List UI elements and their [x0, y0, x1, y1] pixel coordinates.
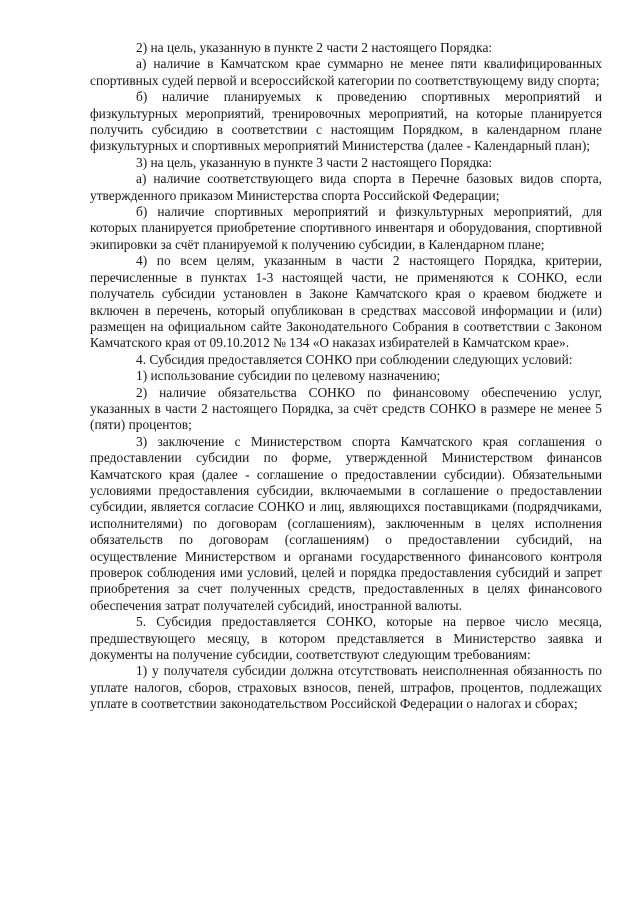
paragraph-section-4: 4. Субсидия предоставляется СОНКО при соблюдении следующих условий:: [136, 351, 573, 367]
paragraph-criteria-2b: б) наличие планируемых к проведению спортивных мероприятий и физкультурных мероприятий, тренировочных мероприятий, на которые планируется получить субсидию в соответствии с настоящим Порядком, в календарном плане физкультурных и спортивных мероприятий Министерства (далее - Календарный план);: [90, 89, 602, 154]
paragraph-requirement-1: 1) у получателя субсидии должна отсутствовать неисполненная обязанность по уплате налогов, сборов, страховых взносов, пеней, штрафов, процентов, подлежащих уплате в соответствии законодательством Российской Федерации о налогах и сборах;: [90, 663, 602, 712]
paragraph-condition-2: 2) наличие обязательства СОНКО по финансовому обеспечению услуг, указанных в части 2 настоящего Порядка, за счёт средств СОНКО в размере не менее 5 (пяти) процентов;: [90, 384, 602, 433]
paragraph-criteria-3b: б) наличие спортивных мероприятий и физкультурных мероприятий, для которых планируется приобретение спортивного инвентаря и оборудования, спортивной экипировки за счёт планируемой к получению субсидии, в Календарном плане;: [90, 204, 602, 252]
paragraph-criteria-point-4: 4) по всем целям, указанным в части 2 настоящего Порядка, критерии, перечисленные в пунктах 1-3 настоящей части, не применяются к СОНКО, если получатель субсидии установлен в Законе Камчатского края о краевом бюджете и включен в перечень, который опубликован в средствах массовой информации и (или) размещен на официальном сайте Законодательного Собрания в соответствии с Законом Камчатского края от 09.10.2012 № 134 «О наказах избирателей в Камчатском крае».: [90, 253, 602, 351]
paragraph-condition-3: 3) заключение с Министерством спорта Камчатского края соглашения о предоставлении субсидии по форме, утвержденной Министерством финансов Камчатского края (далее - соглашение о предоставлении субсидии). Обязательными условиями предоставления субсидии, включаемыми в соглашение о предоставлении субсидии, является согласие СОНКО и лиц, являющихся поставщиками (подрядчиками, исполнителями) по договорам (соглашениям), заключенным в целях исполнения обязательств по договорам (соглашениям) о предоставлении субсидий, на осуществление Министерством и органами государственного финансового контроля проверок соблюдения ими условий, целей и порядка предоставления субсидий и запрет приобретения за счет полученных средств, предоставленных в целях финансового обеспечения затрат получателей субсидий, иностранной валюты.: [90, 433, 602, 613]
paragraph-criteria-point-3: 3) на цель, указанную в пункте 3 части 2 настоящего Порядка:: [136, 154, 493, 170]
paragraph-criteria-2a: а) наличие в Камчатском крае суммарно не менее пяти квалифицированных спортивных судей первой и всероссийской категории по соответствующему виду спорта;: [90, 56, 602, 88]
paragraph-condition-1: 1) использование субсидии по целевому назначению;: [136, 368, 441, 384]
paragraph-criteria-3a: а) наличие соответствующего вида спорта в Перечне базовых видов спорта, утвержденного приказом Министерства спорта Российской Федерации;: [90, 171, 602, 203]
paragraph-criteria-point-2: 2) на цель, указанную в пункте 2 части 2 настоящего Порядка:: [136, 40, 493, 55]
paragraph-section-5: 5. Субсидия предоставляется СОНКО, которые на первое число месяца, предшествующего месяцу, в котором представляется в Министерство заявка и документы на получение субсидии, соответствуют следующим требованиям:: [90, 614, 602, 663]
